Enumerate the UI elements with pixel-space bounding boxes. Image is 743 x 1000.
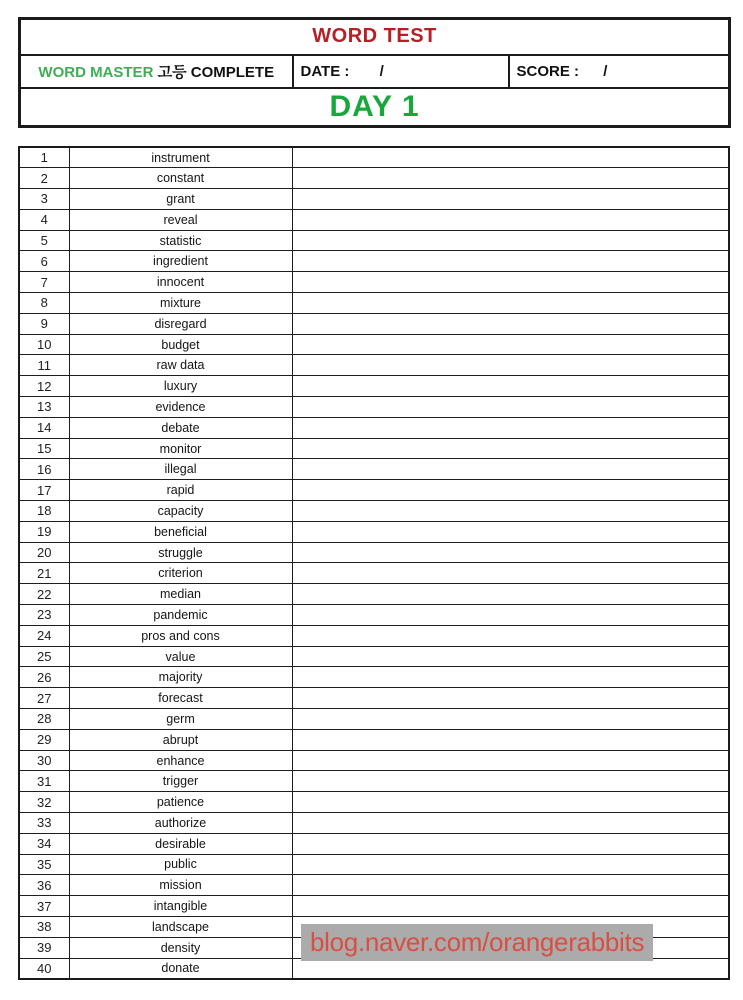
answer-cell[interactable] — [292, 501, 729, 522]
word-cell: struggle — [69, 542, 292, 563]
table-row — [19, 230, 729, 251]
word-cell: authorize — [69, 813, 292, 834]
row-number: 37 — [19, 896, 69, 917]
table-row — [19, 272, 729, 293]
row-number: 9 — [19, 313, 69, 334]
answer-cell[interactable] — [292, 313, 729, 334]
day-title: DAY 1 — [20, 88, 730, 127]
row-number: 20 — [19, 542, 69, 563]
answer-cell[interactable] — [292, 792, 729, 813]
row-number: 35 — [19, 854, 69, 875]
word-cell: disregard — [69, 313, 292, 334]
table-row — [19, 750, 729, 771]
table-row — [19, 833, 729, 854]
row-number: 16 — [19, 459, 69, 480]
word-cell: patience — [69, 792, 292, 813]
word-cell: instrument — [69, 147, 292, 168]
answer-cell[interactable] — [292, 459, 729, 480]
word-cell: rapid — [69, 480, 292, 501]
word-cell: monitor — [69, 438, 292, 459]
table-row — [19, 688, 729, 709]
word-cell: capacity — [69, 501, 292, 522]
word-cell: grant — [69, 189, 292, 210]
answer-cell[interactable] — [292, 168, 729, 189]
answer-cell[interactable] — [292, 605, 729, 626]
table-row — [19, 376, 729, 397]
word-cell: pros and cons — [69, 625, 292, 646]
row-number: 10 — [19, 334, 69, 355]
answer-cell[interactable] — [292, 376, 729, 397]
answer-cell[interactable] — [292, 688, 729, 709]
word-cell: constant — [69, 168, 292, 189]
table-row — [19, 355, 729, 376]
answer-cell[interactable] — [292, 334, 729, 355]
table-row — [19, 646, 729, 667]
table-row — [19, 813, 729, 834]
table-row — [19, 667, 729, 688]
edition-label: COMPLETE — [190, 63, 275, 81]
page-title: WORD TEST — [20, 19, 730, 55]
table-row — [19, 293, 729, 314]
answer-cell[interactable] — [292, 272, 729, 293]
word-cell: beneficial — [69, 521, 292, 542]
row-number: 5 — [19, 230, 69, 251]
date-label: DATE : — [300, 62, 350, 80]
answer-cell[interactable] — [292, 209, 729, 230]
table-row — [19, 563, 729, 584]
answer-cell[interactable] — [292, 771, 729, 792]
table-row — [19, 625, 729, 646]
row-number: 21 — [19, 563, 69, 584]
row-number: 33 — [19, 813, 69, 834]
row-number: 32 — [19, 792, 69, 813]
word-cell: innocent — [69, 272, 292, 293]
table-row — [19, 605, 729, 626]
answer-cell[interactable] — [292, 584, 729, 605]
row-number: 29 — [19, 729, 69, 750]
table-row — [19, 147, 729, 168]
answer-cell[interactable] — [292, 147, 729, 168]
word-cell: luxury — [69, 376, 292, 397]
row-number: 30 — [19, 750, 69, 771]
header-table — [18, 17, 731, 128]
row-number: 26 — [19, 667, 69, 688]
table-row — [19, 251, 729, 272]
table-row — [19, 313, 729, 334]
brand-label: WORD MASTER — [38, 63, 154, 81]
row-number: 31 — [19, 771, 69, 792]
level-label: 고등 — [157, 63, 187, 81]
table-row — [19, 854, 729, 875]
table-row — [19, 521, 729, 542]
book-source — [20, 55, 293, 88]
table-row — [19, 875, 729, 896]
score-label: SCORE : — [516, 62, 580, 80]
row-number: 36 — [19, 875, 69, 896]
table-row — [19, 334, 729, 355]
table-row — [19, 417, 729, 438]
row-number: 3 — [19, 189, 69, 210]
answer-cell[interactable] — [292, 646, 729, 667]
answer-cell[interactable] — [292, 438, 729, 459]
row-number: 15 — [19, 438, 69, 459]
table-row — [19, 480, 729, 501]
word-cell: desirable — [69, 833, 292, 854]
row-number: 39 — [19, 937, 69, 958]
answer-cell[interactable] — [292, 189, 729, 210]
score-field — [509, 55, 730, 88]
answer-cell[interactable] — [292, 542, 729, 563]
table-row — [19, 438, 729, 459]
row-number: 38 — [19, 916, 69, 937]
row-number: 1 — [19, 147, 69, 168]
answer-cell[interactable] — [292, 293, 729, 314]
row-number: 2 — [19, 168, 69, 189]
word-cell: donate — [69, 958, 292, 979]
word-cell: trigger — [69, 771, 292, 792]
answer-cell[interactable] — [292, 251, 729, 272]
word-cell: reveal — [69, 209, 292, 230]
answer-cell[interactable] — [292, 563, 729, 584]
table-row — [19, 896, 729, 917]
word-cell: debate — [69, 417, 292, 438]
word-cell: enhance — [69, 750, 292, 771]
answer-cell[interactable] — [292, 833, 729, 854]
row-number: 19 — [19, 521, 69, 542]
row-number: 28 — [19, 709, 69, 730]
date-field — [293, 55, 509, 88]
answer-cell[interactable] — [292, 355, 729, 376]
row-number: 22 — [19, 584, 69, 605]
answer-cell[interactable] — [292, 813, 729, 834]
word-cell: landscape — [69, 916, 292, 937]
word-table — [18, 146, 730, 980]
table-row — [19, 958, 729, 979]
answer-cell[interactable] — [292, 417, 729, 438]
answer-cell[interactable] — [292, 896, 729, 917]
row-number: 25 — [19, 646, 69, 667]
table-row — [19, 709, 729, 730]
table-row — [19, 209, 729, 230]
answer-cell[interactable] — [292, 667, 729, 688]
row-number: 18 — [19, 501, 69, 522]
row-number: 11 — [19, 355, 69, 376]
answer-cell[interactable] — [292, 397, 729, 418]
answer-cell[interactable] — [292, 729, 729, 750]
row-number: 8 — [19, 293, 69, 314]
word-cell: evidence — [69, 397, 292, 418]
row-number: 17 — [19, 480, 69, 501]
table-row — [19, 729, 729, 750]
row-number: 34 — [19, 833, 69, 854]
word-cell: criterion — [69, 563, 292, 584]
row-number: 4 — [19, 209, 69, 230]
word-cell: statistic — [69, 230, 292, 251]
word-cell: median — [69, 584, 292, 605]
row-number: 7 — [19, 272, 69, 293]
table-row — [19, 168, 729, 189]
answer-cell[interactable] — [292, 750, 729, 771]
answer-cell[interactable] — [292, 958, 729, 979]
word-cell: abrupt — [69, 729, 292, 750]
answer-cell[interactable] — [292, 625, 729, 646]
word-cell: density — [69, 937, 292, 958]
row-number: 14 — [19, 417, 69, 438]
word-cell: value — [69, 646, 292, 667]
word-cell: pandemic — [69, 605, 292, 626]
word-cell: raw data — [69, 355, 292, 376]
table-row — [19, 189, 729, 210]
table-row — [19, 459, 729, 480]
answer-cell[interactable] — [292, 230, 729, 251]
row-number: 6 — [19, 251, 69, 272]
word-cell: germ — [69, 709, 292, 730]
table-row — [19, 397, 729, 418]
table-row — [19, 771, 729, 792]
row-number: 27 — [19, 688, 69, 709]
row-number: 13 — [19, 397, 69, 418]
table-row — [19, 542, 729, 563]
answer-cell[interactable] — [292, 480, 729, 501]
answer-cell[interactable] — [292, 854, 729, 875]
table-row — [19, 501, 729, 522]
word-cell: intangible — [69, 896, 292, 917]
answer-cell[interactable] — [292, 875, 729, 896]
score-slash: / — [603, 62, 608, 80]
word-cell: public — [69, 854, 292, 875]
word-cell: mixture — [69, 293, 292, 314]
word-cell: ingredient — [69, 251, 292, 272]
watermark: blog.naver.com/orangerabbits — [301, 924, 653, 961]
table-row — [19, 792, 729, 813]
date-slash: / — [379, 62, 384, 80]
word-cell: illegal — [69, 459, 292, 480]
row-number: 24 — [19, 625, 69, 646]
word-cell: majority — [69, 667, 292, 688]
word-cell: budget — [69, 334, 292, 355]
row-number: 23 — [19, 605, 69, 626]
row-number: 40 — [19, 958, 69, 979]
answer-cell[interactable] — [292, 709, 729, 730]
table-row — [19, 584, 729, 605]
row-number: 12 — [19, 376, 69, 397]
word-cell: forecast — [69, 688, 292, 709]
answer-cell[interactable] — [292, 521, 729, 542]
word-cell: mission — [69, 875, 292, 896]
